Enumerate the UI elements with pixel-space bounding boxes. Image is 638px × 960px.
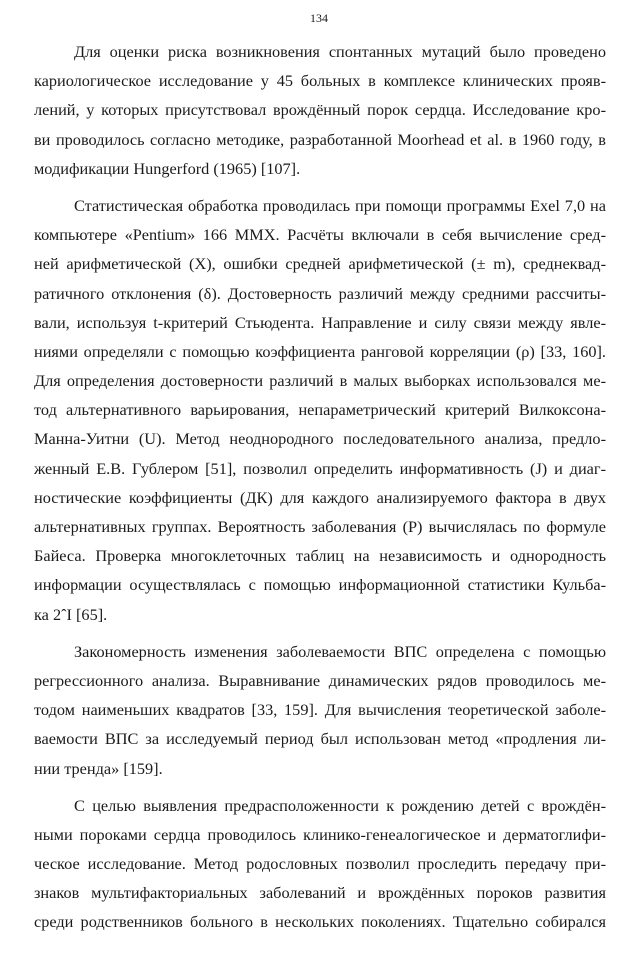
paragraph (34, 791, 606, 937)
text-line: Манна-Уитни (U). Метод неоднородного последовательного анализа, предло- (34, 429, 606, 449)
text-line: женный Е.В. Гублером [51], позволил определить информативность (J) и диаг- (34, 458, 606, 478)
text-line: информации осуществлялась с помощью информационной статистики Кульба- (34, 575, 606, 595)
text-line: Байеса. Проверка многоклеточных таблиц на независимость и однородность (34, 546, 606, 566)
text-line: ностические коэффициенты (ДК) для каждого анализируемого фактора в двух (34, 487, 606, 507)
body-text (34, 37, 606, 937)
text-line: Для определения достоверности различий в малых выборках использовался ме- (34, 371, 606, 391)
text-line: среди родственников больного в нескольких поколениях. Тщательно собирался (34, 912, 606, 932)
text-line: тодом наименьших квадратов [33, 159]. Для вычисления теоретической заболе- (34, 700, 606, 720)
page-number: 134 (310, 11, 328, 25)
text-line: С целью выявления предрасположенности к рождению детей с врождён- (74, 795, 606, 815)
text-line: знаков мультифакториальных заболеваний и врождённых пороков развития (34, 883, 606, 903)
text-line: ниями определяли с помощью коэффициента ранговой корреляции (ρ) [33, 160]. (34, 341, 606, 361)
text-line: ными пороками сердца проводилось клинико-генеалогическое и дерматоглифи- (34, 824, 606, 844)
text-line: модификации Hungerford (1965) [107]. (34, 158, 301, 178)
text-line: тод альтернативного варьирования, непараметрический критерий Вилкоксона- (34, 400, 606, 420)
paragraph (34, 191, 606, 629)
paragraph-spacer (34, 183, 606, 191)
text-line: компьютере «Pentium» 166 MMX. Расчёты включали в себя вычисление сред- (34, 225, 606, 245)
text-line: ней арифметической (Х), ошибки средней арифметической (± m), среднеквад- (34, 254, 606, 274)
text-line: кариологическое исследование у 45 больных в комплексе клинических прояв- (34, 71, 606, 91)
text-line: Закономерность изменения заболеваемости ВПС определена с помощью (74, 641, 606, 661)
text-line: вали, используя t-критерий Стьюдента. Направление и силу связи между явле- (34, 312, 606, 332)
text-line: ратичного отклонения (δ). Достоверность различий между средними рассчиты- (34, 283, 606, 303)
text-line: ка 2ˆI [65]. (34, 604, 108, 624)
text-line: нии тренда» [159]. (34, 758, 163, 778)
text-line: альтернативных группах. Вероятность заболевания (Р) вычислялась по формуле (34, 517, 606, 536)
text-line: Для оценки риска возникновения спонтанных мутаций было проведено (74, 42, 606, 61)
text-line: ческое исследование. Метод родословных позволил проследить передачу при- (34, 854, 606, 874)
text-line: лений, у которых присутствовал врождённый порок сердца. Исследование кро- (34, 100, 606, 120)
text-line: Статистическая обработка проводилась при помощи программы Exel 7,0 на (74, 195, 606, 215)
paragraph-spacer (34, 783, 606, 791)
text-line: ви проводилось согласно методике, разработанной Moorhead et al. в 1960 году, в (34, 129, 606, 149)
paragraph-spacer (34, 629, 606, 637)
paragraph (34, 37, 606, 183)
paragraph (34, 637, 606, 783)
text-line: регрессионного анализа. Выравнивание динамических рядов проводилось ме- (34, 670, 606, 690)
text-line: ваемости ВПС за исследуемый период был использован метод «продления ли- (34, 729, 606, 749)
